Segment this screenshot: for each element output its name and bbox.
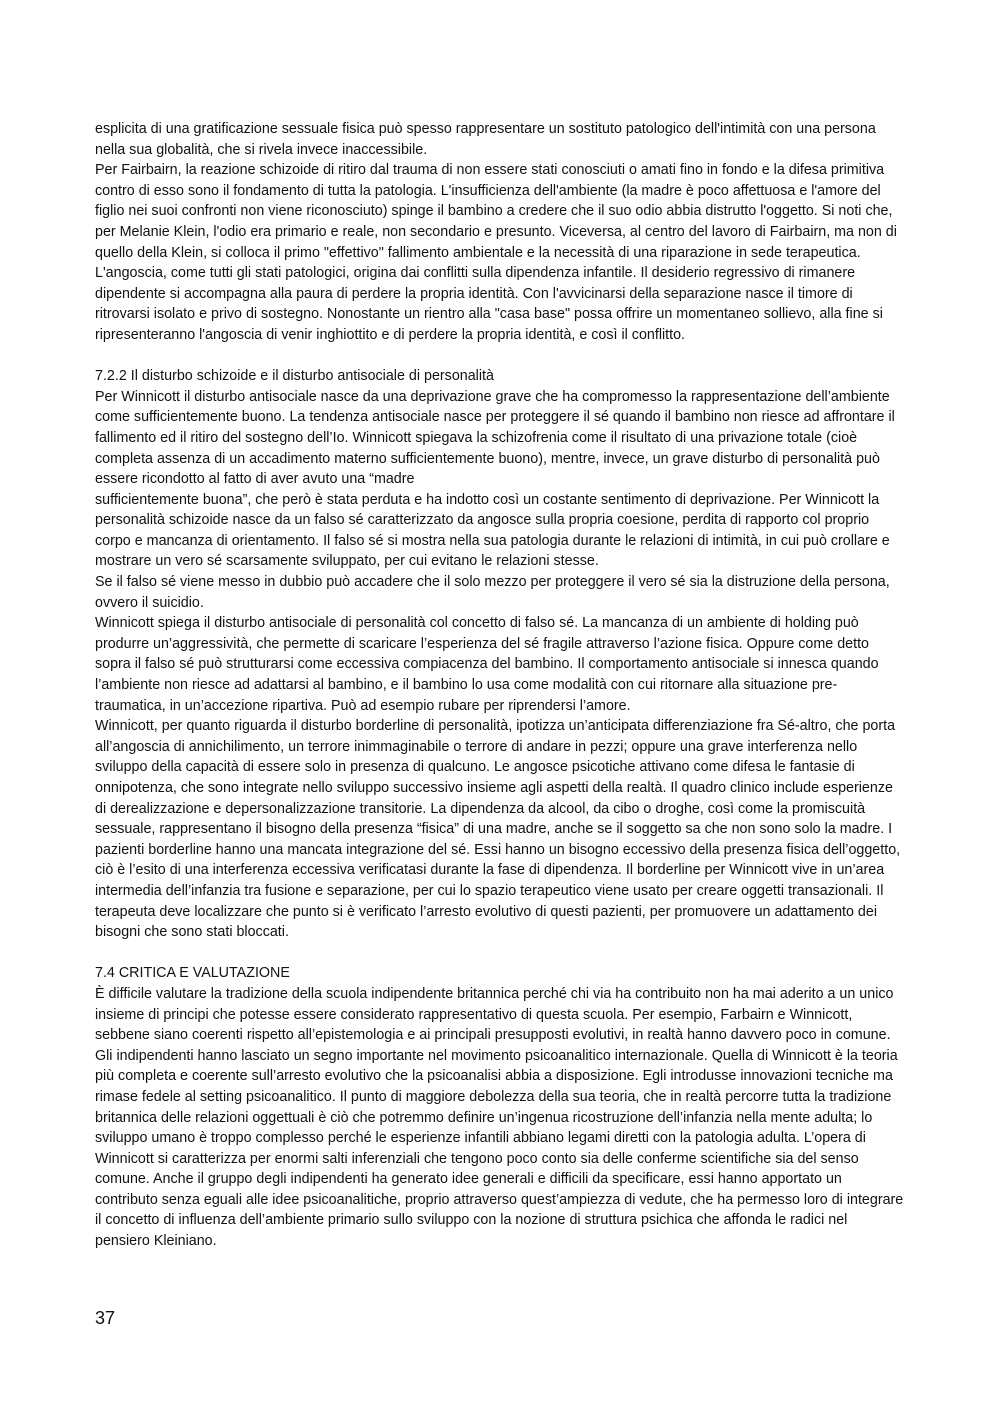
page-number: 37 bbox=[95, 1308, 116, 1328]
paragraph: Winnicott spiega il disturbo antisociale di personalità col concetto di falso sé. La mancanza di un ambiente di holding può produrre un’aggressività, che permette di scaricare l’esperienza del sé fragile attraverso l’azione fisica. Oppure come detto sopra il falso sé può strutturarsi come eccessiva compiacenza del bambino. Il comportamento antisociale si innesca quando l’ambiente non riesce ad adattarsi al bambino, e il bambino lo usa come modalità con cui ritornare alla situazione pre-traumatica, in un’accezione ripartiva. Può ad esempio rubare per riprendersi l’amore. bbox=[95, 615, 879, 714]
paragraph: È difficile valutare la tradizione della scuola indipendente britannica perché chi via ha contribuito non ha mai aderito a un unico insieme di principi che potesse essere considerato rappresentativo di questa scuola. Per esempio, Farbairn e Winnicott, sebbene siano coerenti rispetto all’epistemologia e ai principali presupposti evolutivi, in realtà hanno davvero poco in comune. Gli indipendenti hanno lasciato un segno importante nel movimento psicoanalitico internazionale. Quella di Winnicott è la teoria più completa e coerente sull’arresto evolutivo che la psicoanalisi abbia a disposizione. Egli introdusse innovazioni tecniche ma rimase fedele al setting psicoanalitico. Il punto di maggiore debolezza della sua teoria, che in realtà percorre tutta la tradizione britannica delle relazioni oggettuali è ciò che potremmo definire un’ingenua ricostruzione dell’infanzia nella mente adulta; lo sviluppo umano è troppo complesso perché le esperienze infantili abbiano legami diretti con la patologia adulta. L’opera di Winnicott si caratterizza per enormi salti inferenziali che tengono poco conto sia delle conferme scientifiche sia del senso comune. Anche il gruppo degli indipendenti ha generato idee generali e difficili da specificare, essi hanno apportato un contributo senza eguali alle idee psicoanalitiche, proprio attraverso quest’ampiezza di vedute, che ha permesso loro di integrare il concetto di influenza dell’ambiente primario sullo sviluppo con la nozione di struttura psichica che affonda le radici nel pensiero Kleiniano. bbox=[95, 985, 904, 1250]
paragraph: Per Winnicott il disturbo antisociale nasce da una deprivazione grave che ha compromesso la rappresentazione dell’ambiente come sufficientemente buono. La tendenza antisociale nasce per proteggere il sé quando il bambino non riesce ad affrontare il fallimento ed il ritiro del sostegno dell’Io. Winnicott spiegava la schizofrenia come il risultato di una privazione totale (cioè completa assenza di un accadimento materno sufficientemente buono), mentre, invece, un grave disturbo di personalità può essere ricondotto al fatto di aver avuto una “madre bbox=[95, 388, 895, 488]
paragraph-spacer bbox=[95, 346, 905, 367]
paragraph: Per Fairbairn, la reazione schizoide di ritiro dal trauma di non essere stati conosciuti o amati fino in fondo e la difesa primitiva contro di esso sono il fondamento di tutta la patologia. L'insufficienza dell'ambiente (la madre è poco affettuosa e l'amore del figlio nei suoi confronti non viene riconosciuto) spinge il bambino a credere che il suo odio abbia distrutto l'oggetto. Si noti che, per Melanie Klein, l'odio era primario e reale, non secondario e presunto. Viceversa, al centro del lavoro di Fairbairn, ma non di quello della Klein, si colloca il primo "effettivo" fallimento ambientale e la necessità di una riparazione in sede terapeutica. bbox=[95, 162, 897, 261]
section-heading: 7.4 CRITICA E VALUTAZIONE bbox=[95, 965, 290, 982]
paragraph: esplicita di una gratificazione sessuale fisica può spesso rappresentare un sostituto patologico dell'intimità con una persona nella sua globalità, che si rivela invece inaccessibile. bbox=[95, 121, 876, 158]
page-body bbox=[95, 119, 905, 1252]
paragraph-spacer bbox=[95, 943, 905, 964]
paragraph: sufficientemente buona”, che però è stata perduta e ha indotto così un costante sentimento di deprivazione. Per Winnicott la personalità schizoide nasce da un falso sé caratterizzato da angosce sulla propria coesione, perdita di rapporto col proprio corpo e mancanza di orientamento. Il falso sé si mostra nella sua patologia durante le relazioni di intimità, in cui può crollare e mostrare un vero sé scarsamente sviluppato, per cui evitano le relazioni stesse. bbox=[95, 491, 890, 570]
section-heading: 7.2.2 Il disturbo schizoide e il disturbo antisociale di personalità bbox=[95, 368, 494, 385]
paragraph: L'angoscia, come tutti gli stati patologici, origina dai conflitti sulla dipendenza infantile. Il desiderio regressivo di rimanere dipendente si accompagna alla paura di perdere la propria identità. Con l'avvicinarsi della separazione nasce il timore di ritrovarsi isolato e privo di sostegno. Nonostante un rientro alla "casa base" possa offrire un momentaneo sollievo, alla fine si ripresenteranno l'angoscia di venir inghiottito e di perdere la propria identità, e così il conflitto. bbox=[95, 265, 883, 343]
paragraph: Winnicott, per quanto riguarda il disturbo borderline di personalità, ipotizza un’anticipata differenziazione fra Sé-altro, che porta all’angoscia di annichilimento, un terrore inimmaginabile o terrore di andare in pezzi; oppure una grave interferenza nello sviluppo della capacità di essere solo in presenza di qualcuno. Le angosce psicotiche attivano come difesa le fantasie di onnipotenza, che sono integrate nello sviluppo successivo insieme agli aspetti della realtà. Il quadro clinico include esperienze di derealizzazione e depersonalizzazione transitorie. La dipendenza da alcool, da cibo o droghe, così come la promiscuità sessuale, rappresentano il bisogno della presenza “fisica” di una madre, anche se il soggetto sa che non sono solo la madre. I pazienti borderline hanno una mancata integrazione del sé. Essi hanno un bisogno eccessivo della presenza fisica dell’oggetto, ciò è l’esito di una interferenza eccessiva verificatasi durante la fase di dipendenza. Il borderline per Winnicott vive in un’area intermedia dell’infanzia tra fusione e separazione, per cui lo spazio terapeutico viene usato per creare oggetti transazionali. Il terapeuta deve localizzare che punto si è verificato l’arresto evolutivo di questi pazienti, per promuovere un adattamento dei bisogni che sono stati bloccati. bbox=[95, 718, 901, 941]
paragraph: Se il falso sé viene messo in dubbio può accadere che il solo mezzo per proteggere il vero sé sia la distruzione della persona, ovvero il suicidio. bbox=[95, 574, 890, 611]
